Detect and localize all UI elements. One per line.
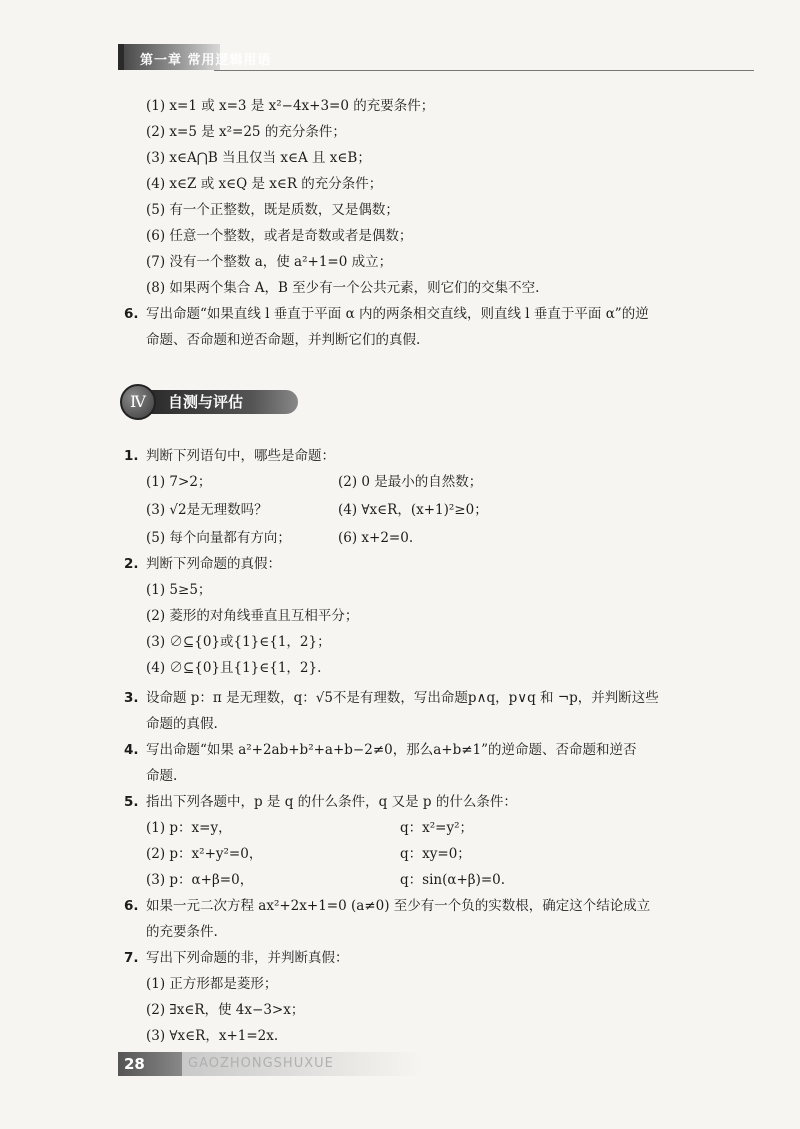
problem-text: 的充要条件. — [146, 924, 218, 940]
problem-number: 3. — [124, 690, 139, 706]
problem-number: 5. — [124, 794, 139, 810]
series-name: GAOZHONGSHUXUE — [188, 1056, 334, 1071]
problem-number: 1. — [124, 448, 139, 464]
list-item: (2) 菱形的对角线垂直且互相平分； — [146, 608, 359, 624]
problem-text: 设命题 p：π 是无理数，q：√5不是有理数，写出命题p∧q，p∨q 和 ¬p，并判断这些 — [146, 690, 659, 706]
condition-p: (2) p：x²+y²=0， — [146, 846, 263, 862]
top-item: (2) x=5 是 x²=25 的充分条件； — [146, 124, 346, 140]
header-rule — [214, 70, 754, 71]
condition-p: (1) p：x=y， — [146, 820, 232, 836]
condition-q: q：xy=0； — [400, 846, 471, 862]
top-item: (4) x∈Z 或 x∈Q 是 x∈R 的充分条件； — [146, 176, 383, 192]
choice-item: (1) 7>2； — [146, 474, 212, 490]
list-item: (4) ∅⊆{0}且{1}∈{1，2}. — [146, 660, 322, 676]
problem-text: 命题. — [146, 768, 178, 784]
condition-q: q：sin(α+β)=0. — [400, 872, 506, 888]
choice-item: (3) √2是无理数吗？ — [146, 502, 268, 518]
running-header — [118, 44, 754, 72]
top-item: (5) 有一个正整数，既是质数，又是偶数； — [146, 202, 399, 218]
problem-number: 6. — [124, 898, 139, 914]
problem-text: 命题的真假. — [146, 716, 218, 732]
problem-number: 7. — [124, 950, 139, 966]
list-item: (1) 正方形都是菱形； — [146, 976, 278, 992]
top-item: (8) 如果两个集合 A，B 至少有一个公共元素，则它们的交集不空. — [146, 280, 540, 296]
problem-number: 4. — [124, 742, 139, 758]
list-item: (1) 5≥5； — [146, 582, 212, 598]
section-numeral: Ⅳ — [120, 384, 156, 420]
page-number: 28 — [118, 1052, 182, 1076]
problem-stem: 写出下列命题的非，并判断真假： — [146, 950, 349, 966]
list-item: (3) ∀x∈R，x+1=2x. — [146, 1028, 279, 1044]
list-item: (3) ∅⊆{0}或{1}∈{1，2}； — [146, 634, 331, 650]
problem-number: 6. — [124, 306, 139, 322]
list-item: (2) ∃x∈R，使 4x−3>x； — [146, 1002, 305, 1018]
problem-text: 写出命题“如果直线 l 垂直于平面 α 内的两条相交直线，则直线 l 垂直于平面 α”的逆 — [146, 306, 649, 322]
problem-number: 2. — [124, 556, 139, 572]
problem-stem: 判断下列语句中，哪些是命题： — [146, 448, 335, 464]
top-item: (6) 任意一个整数，或者是奇数或者是偶数； — [146, 228, 413, 244]
page-footer — [118, 1048, 418, 1078]
section-title: 自测与评估 — [148, 390, 298, 414]
choice-item: (4) ∀x∈R，(x+1)²≥0； — [338, 502, 488, 518]
choice-item: (2) 0 是最小的自然数； — [338, 474, 483, 490]
chapter-title: 第一章 常用逻辑用语 — [140, 53, 272, 68]
problem-stem: 判断下列命题的真假： — [146, 556, 281, 572]
choice-item: (5) 每个向量都有方向； — [146, 530, 291, 546]
problem-text: 如果一元二次方程 ax²+2x+1=0 (a≠0) 至少有一个负的实数根，确定这个结论成立 — [146, 898, 651, 914]
problem-text: 命题、否命题和逆否命题，并判断它们的真假. — [146, 332, 421, 348]
top-item: (1) x=1 或 x=3 是 x²−4x+3=0 的充要条件； — [146, 98, 435, 114]
problem-text: 写出命题“如果 a²+2ab+b²+a+b−2≠0，那么a+b≠1”的逆命题、否命题和逆否 — [146, 742, 637, 758]
top-item: (7) 没有一个整数 a，使 a²+1=0 成立； — [146, 254, 393, 270]
choice-item: (6) x+2=0. — [338, 530, 414, 546]
top-item: (3) x∈A⋂B 当且仅当 x∈A 且 x∈B； — [146, 150, 371, 166]
condition-q: q：x²=y²； — [400, 820, 474, 836]
section-banner — [120, 384, 310, 420]
condition-p: (3) p：α+β=0， — [146, 872, 254, 888]
problem-stem: 指出下列各题中，p 是 q 的什么条件，q 又是 p 的什么条件： — [146, 794, 517, 810]
